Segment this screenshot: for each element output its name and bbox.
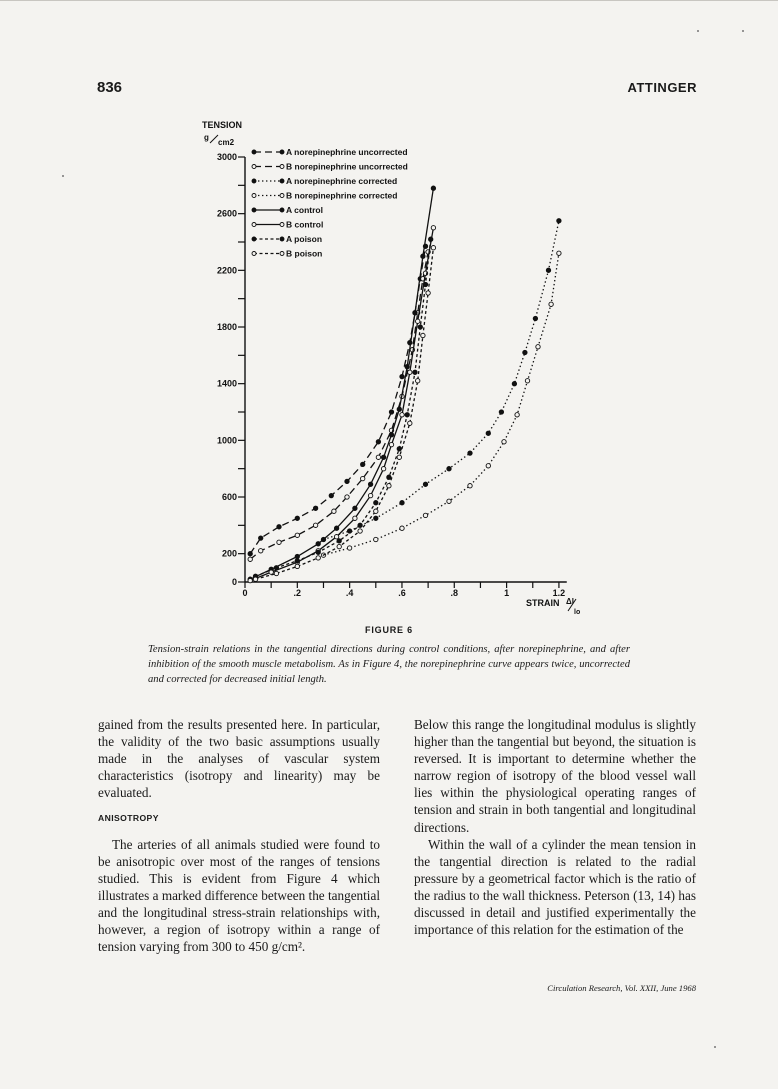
- data-point-a-poison: [413, 370, 417, 374]
- legend-marker-b-norepinephrine-corrected: [252, 194, 256, 198]
- paragraph-wall-tension: Within the wall of a cylinder the mean tension in the tangential direction is related to the radial pressure by a geometrical factor which is the ratio of the radius to the wall thickness. Peterson (13, 14) has discussed in detail and justified experimentally the importance of this relation for the estimation of the: [414, 836, 696, 938]
- series-line-a-poison: [256, 239, 431, 576]
- figure-caption: Tension-strain relations in the tangential directions during control conditions, after norepinephrine, and after inhibition of the smooth muscle metabolism. As in Figure 4, the norepinephrine curve appears twice, uncorrected and corrected for decreased initial length.: [148, 644, 630, 685]
- data-point-b-control: [416, 319, 420, 323]
- data-point-b-norepinephrine-corrected: [549, 302, 553, 306]
- legend-marker-b-poison: [280, 252, 284, 256]
- data-point-b-poison: [358, 529, 362, 533]
- x-tick-label: .8: [450, 588, 459, 598]
- y-tick-label: 200: [221, 548, 237, 559]
- data-point-a-control: [295, 554, 299, 558]
- data-point-a-control: [368, 482, 372, 486]
- data-point-a-poison: [295, 559, 299, 563]
- legend-label-a-poison: A poison: [286, 234, 323, 244]
- y-tick-label: 2600: [216, 208, 237, 219]
- data-point-a-norepinephrine-corrected: [512, 382, 516, 386]
- data-point-a-norepinephrine-corrected: [486, 431, 490, 435]
- legend-marker-a-norepinephrine-corrected: [252, 179, 256, 183]
- x-axis-unit-denominator: lo: [574, 609, 581, 616]
- legend-label-b-norepinephrine-corrected: B norepinephrine corrected: [286, 190, 398, 201]
- data-point-a-control: [389, 433, 393, 437]
- legend-marker-a-norepinephrine-uncorrected: [252, 150, 256, 154]
- scan-speck: [697, 30, 699, 32]
- data-point-a-norepinephrine-uncorrected: [345, 479, 349, 483]
- legend-label-b-poison: B poison: [286, 248, 323, 259]
- data-point-b-poison: [426, 291, 430, 295]
- data-point-b-norepinephrine-corrected: [423, 513, 427, 517]
- legend-label-b-control: B control: [286, 219, 324, 230]
- data-point-a-poison: [374, 501, 378, 505]
- data-point-a-poison: [418, 325, 422, 329]
- y-tick-label: 2200: [216, 265, 237, 276]
- legend-label-b-norepinephrine-uncorrected: B norepinephrine uncorrected: [286, 161, 408, 172]
- data-point-b-norepinephrine-uncorrected: [361, 476, 365, 480]
- data-point-b-norepinephrine-uncorrected: [376, 455, 380, 459]
- y-tick-label: 0: [231, 577, 237, 587]
- series-line-b-norepinephrine-uncorrected: [250, 252, 428, 559]
- data-point-a-norepinephrine-uncorrected: [248, 552, 252, 556]
- body-column-right: [414, 716, 696, 938]
- y-axis-unit-denominator: cm2: [218, 138, 235, 147]
- data-point-b-control: [408, 370, 412, 374]
- data-point-b-control: [334, 535, 338, 539]
- data-point-b-control: [353, 516, 357, 520]
- data-point-b-poison: [387, 484, 391, 488]
- data-point-a-poison: [423, 282, 427, 286]
- y-tick-label: 3000: [216, 152, 237, 162]
- legend-marker-a-norepinephrine-uncorrected: [280, 150, 284, 154]
- data-point-a-control: [397, 407, 401, 411]
- data-point-a-poison: [337, 539, 341, 543]
- data-point-b-norepinephrine-corrected: [486, 464, 490, 468]
- legend-label-a-norepinephrine-corrected: A norepinephrine corrected: [286, 176, 398, 186]
- x-axis-title: STRAIN: [526, 598, 560, 608]
- x-tick-label: 0: [242, 588, 248, 598]
- y-tick-label: 1000: [216, 435, 237, 446]
- data-point-b-norepinephrine-corrected: [536, 345, 540, 349]
- data-point-b-poison: [374, 509, 378, 513]
- data-point-a-poison: [429, 237, 433, 241]
- legend-label-a-control: A control: [286, 205, 323, 215]
- x-tick-label: .6: [398, 588, 406, 598]
- y-tick-label: 1400: [216, 378, 237, 389]
- legend-marker-b-norepinephrine-corrected: [280, 194, 284, 198]
- data-point-a-norepinephrine-uncorrected: [361, 462, 365, 466]
- data-point-a-control: [431, 186, 435, 190]
- data-point-a-norepinephrine-corrected: [447, 467, 451, 471]
- page-number: 836: [97, 79, 123, 96]
- data-point-b-norepinephrine-corrected: [374, 537, 378, 541]
- legend-marker-b-control: [252, 223, 256, 227]
- paragraph-anisotropy: The arteries of all animals studied were found to be anisotropic over most of the ranges of tensions studied. This is evident from Figure 4 which illustrates a marked difference between the tangential and the longitudinal stress-strain relationships with, however, a region of isotropy within a range of tension varying from 300 to 450 g/cm².: [98, 836, 380, 955]
- y-axis-unit-numerator: g: [204, 133, 209, 142]
- data-point-b-norepinephrine-uncorrected: [259, 549, 263, 553]
- paragraph-range: Below this range the longitudinal modulus is slightly higher than the tangential but beyond, the situation is reversed. It is important to determine whether the narrow region of isotropy of the blood vessel wall lies within the physiological operating ranges of tension and strain in both tangential and longitudinal directions.: [414, 717, 696, 835]
- data-point-a-norepinephrine-uncorrected: [295, 516, 299, 520]
- data-point-b-poison: [421, 333, 425, 337]
- data-point-a-norepinephrine-uncorrected: [376, 440, 380, 444]
- y-axis-unit-slash: [210, 135, 218, 143]
- data-point-a-poison: [316, 550, 320, 554]
- chart-legend: [252, 147, 408, 259]
- y-axis-title: TENSION: [202, 120, 243, 130]
- body-column-left: [98, 716, 380, 955]
- running-header-author: ATTINGER: [627, 80, 697, 95]
- data-point-b-poison: [295, 564, 299, 568]
- data-point-b-norepinephrine-uncorrected: [332, 509, 336, 513]
- data-point-b-control: [389, 442, 393, 446]
- figure-label: FIGURE 6: [365, 625, 413, 635]
- data-point-a-poison: [387, 475, 391, 479]
- chart-curves: [248, 186, 561, 583]
- series-line-b-norepinephrine-corrected: [324, 253, 559, 555]
- scan-speck: [62, 175, 64, 177]
- legend-marker-b-poison: [252, 252, 256, 256]
- data-point-b-norepinephrine-corrected: [515, 413, 519, 417]
- data-point-a-control: [413, 311, 417, 315]
- data-point-a-norepinephrine-uncorrected: [400, 374, 404, 378]
- data-point-a-control: [316, 542, 320, 546]
- data-point-a-norepinephrine-uncorrected: [389, 410, 393, 414]
- data-point-a-poison: [274, 566, 278, 570]
- x-tick-label: 1: [504, 588, 510, 598]
- data-point-a-norepinephrine-corrected: [423, 482, 427, 486]
- data-point-b-poison: [337, 544, 341, 548]
- data-point-a-norepinephrine-corrected: [557, 219, 561, 223]
- data-point-b-poison: [431, 246, 435, 250]
- data-point-b-control: [431, 226, 435, 230]
- data-point-a-norepinephrine-uncorrected: [259, 536, 263, 540]
- legend-marker-a-control: [280, 208, 284, 212]
- scan-speck: [742, 30, 744, 32]
- data-point-a-norepinephrine-corrected: [533, 316, 537, 320]
- data-point-b-norepinephrine-corrected: [502, 440, 506, 444]
- legend-marker-b-norepinephrine-uncorrected: [252, 165, 256, 169]
- journal-footer: Circulation Research, Vol. XXII, June 1968: [547, 983, 696, 993]
- data-point-b-norepinephrine-uncorrected: [313, 523, 317, 527]
- paragraph-intro: gained from the results presented here. In particular, the validity of the two basic assumptions usually made in the analyses of vascular system characteristics (isotropy and linearity) may be evaluated.: [98, 717, 380, 801]
- x-tick-label: 1.2: [552, 588, 566, 598]
- series-line-a-control: [250, 188, 433, 579]
- legend-marker-a-control: [252, 208, 256, 212]
- legend-label-a-norepinephrine-uncorrected: A norepinephrine uncorrected: [286, 147, 408, 157]
- series-line-a-norepinephrine-corrected: [324, 221, 559, 540]
- y-tick-label: 1800: [216, 322, 237, 332]
- data-point-b-poison: [253, 577, 257, 581]
- x-tick-label: .4: [345, 588, 354, 598]
- data-point-b-control: [368, 493, 372, 497]
- data-point-a-control: [421, 254, 425, 258]
- data-point-a-norepinephrine-corrected: [499, 410, 503, 414]
- data-point-b-poison: [274, 571, 278, 575]
- data-point-b-control: [400, 413, 404, 417]
- data-point-a-poison: [397, 447, 401, 451]
- data-point-b-norepinephrine-uncorrected: [345, 495, 349, 499]
- data-point-b-poison: [397, 455, 401, 459]
- legend-marker-a-poison: [252, 237, 256, 241]
- data-point-a-norepinephrine-corrected: [523, 350, 527, 354]
- data-point-a-poison: [405, 413, 409, 417]
- data-point-a-norepinephrine-uncorrected: [277, 525, 281, 529]
- data-point-a-norepinephrine-corrected: [400, 501, 404, 505]
- scan-speck: [714, 1046, 716, 1048]
- data-point-a-control: [334, 526, 338, 530]
- data-point-a-norepinephrine-uncorrected: [329, 493, 333, 497]
- data-point-b-norepinephrine-uncorrected: [295, 533, 299, 537]
- data-point-a-control: [381, 455, 385, 459]
- data-point-a-control: [405, 365, 409, 369]
- data-point-b-control: [248, 578, 252, 582]
- data-point-a-norepinephrine-corrected: [468, 451, 472, 455]
- x-axis-unit-numerator: Δl: [566, 597, 574, 606]
- data-point-a-norepinephrine-corrected: [546, 268, 550, 272]
- data-point-a-control: [353, 506, 357, 510]
- section-heading-anisotropy: ANISOTROPY: [98, 813, 159, 824]
- data-point-a-poison: [358, 523, 362, 527]
- legend-marker-b-control: [280, 223, 284, 227]
- legend-marker-a-norepinephrine-corrected: [280, 179, 284, 183]
- data-point-a-norepinephrine-uncorrected: [313, 506, 317, 510]
- data-point-a-norepinephrine-corrected: [374, 516, 378, 520]
- data-point-b-norepinephrine-corrected: [525, 379, 529, 383]
- data-point-b-norepinephrine-uncorrected: [277, 540, 281, 544]
- data-point-b-norepinephrine-corrected: [447, 499, 451, 503]
- data-point-b-norepinephrine-corrected: [400, 526, 404, 530]
- legend-marker-b-norepinephrine-uncorrected: [280, 165, 284, 169]
- x-tick-label: .2: [293, 588, 302, 598]
- data-point-b-control: [381, 467, 385, 471]
- data-point-b-norepinephrine-corrected: [347, 546, 351, 550]
- y-tick-label: 600: [221, 492, 237, 502]
- data-point-b-norepinephrine-corrected: [468, 484, 472, 488]
- data-point-b-norepinephrine-corrected: [557, 251, 561, 255]
- legend-marker-a-poison: [280, 237, 284, 241]
- data-point-b-poison: [416, 379, 420, 383]
- data-point-b-poison: [316, 556, 320, 560]
- data-point-b-norepinephrine-uncorrected: [248, 557, 252, 561]
- data-point-b-poison: [408, 421, 412, 425]
